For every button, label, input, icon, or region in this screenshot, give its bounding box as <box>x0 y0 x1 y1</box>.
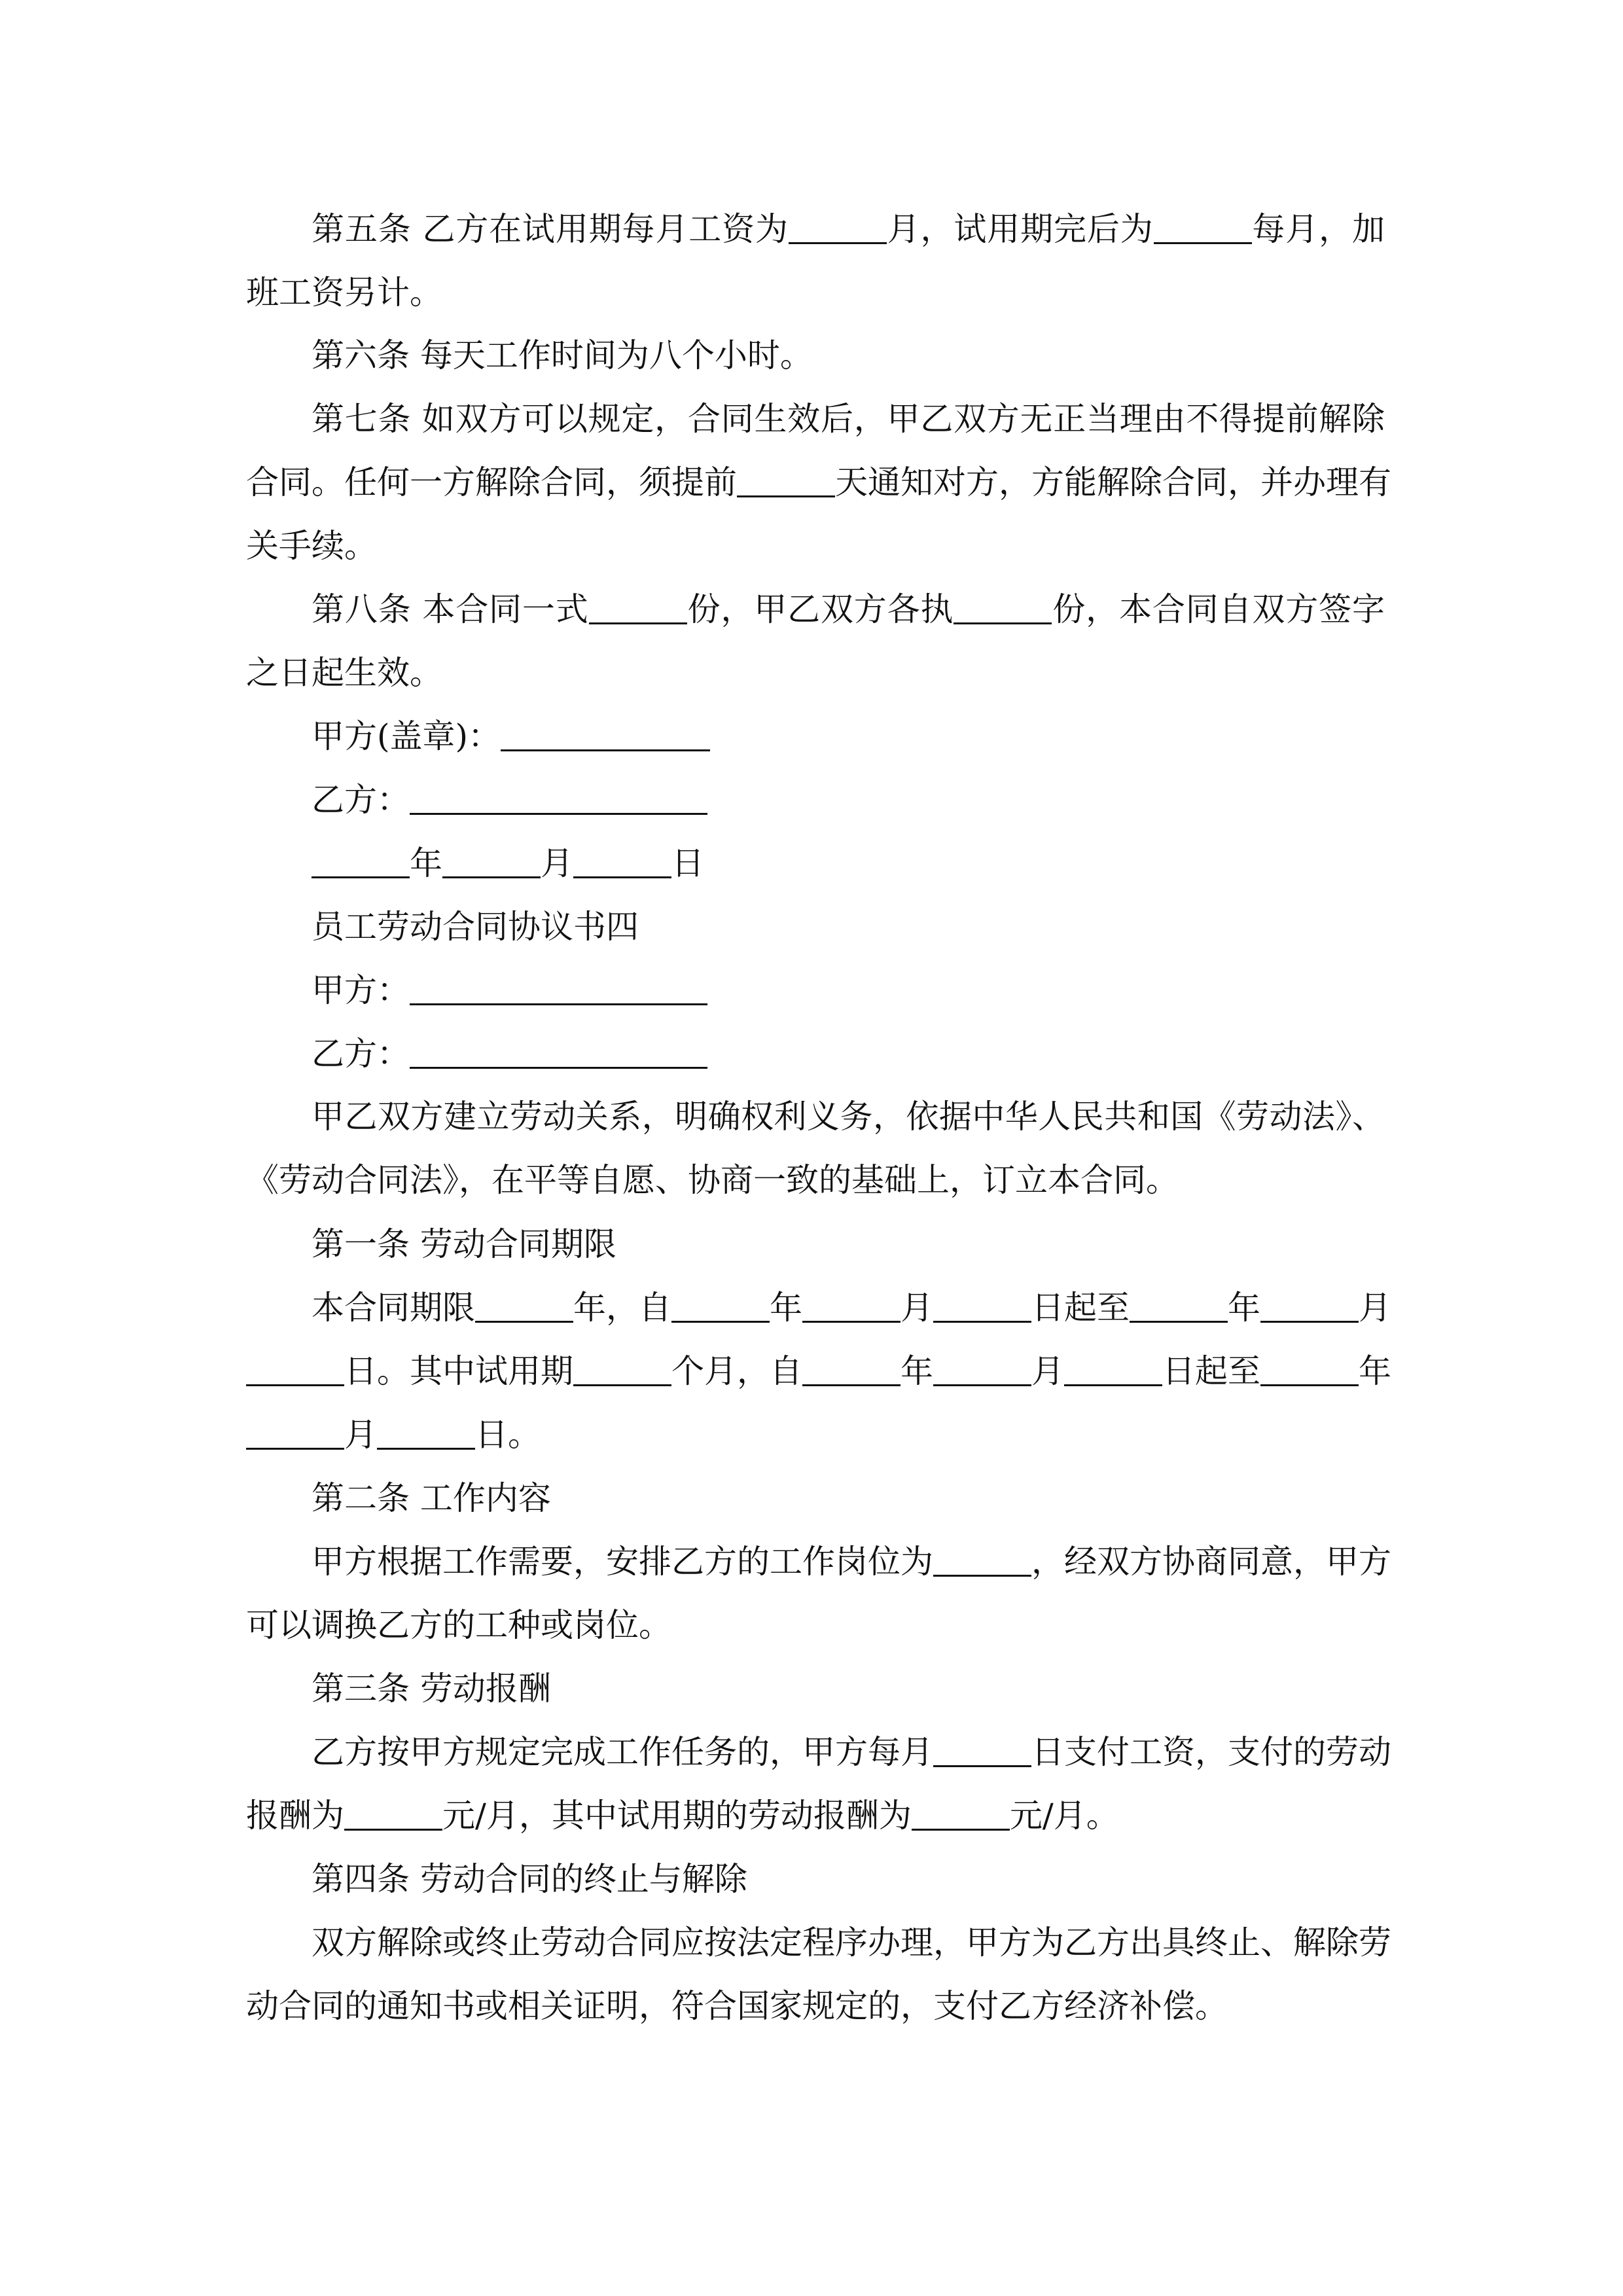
article-3-line-2: 报酬为 元/月，其中试用期的劳动报酬为 元/月。 <box>246 1786 1385 1845</box>
sign-date-line: 年 月 日 <box>312 834 1385 893</box>
blank-field <box>573 842 671 878</box>
party-b-line: 乙方： <box>312 1024 1385 1083</box>
blank-field <box>912 1795 1010 1831</box>
article-1-line-1: 本合同期限 年，自 年 月 日起至 年 月 <box>312 1278 1385 1337</box>
blank-field <box>589 588 687 624</box>
blank-field <box>344 1795 442 1831</box>
section-title: 员工劳动合同协议书四 <box>312 908 639 946</box>
article-4-line-2: 动合同的通知书或相关证明，符合国家规定的，支付乙方经济补偿。 <box>246 1987 1228 2025</box>
article-7-line-3: 关手续。 <box>246 527 377 565</box>
blank-field <box>573 1350 671 1386</box>
article-7-line-2: 合同。任何一方解除合同，须提前 天通知对方，方能解除合同，并办理有 <box>246 453 1385 512</box>
article-1-line-2: 日。其中试用期 个月，自 年 月 日起至 年 <box>246 1342 1385 1401</box>
blank-field <box>933 1541 1031 1577</box>
article-8-line-1: 第八条 本合同一式 份，甲乙双方各执 份，本合同自双方签字 <box>312 580 1385 639</box>
blank-field <box>671 1287 770 1323</box>
blank-field <box>933 1350 1031 1386</box>
blank-field <box>933 1731 1031 1767</box>
blank-field <box>1130 1287 1228 1323</box>
article-8-line-2: 之日起生效。 <box>246 654 442 692</box>
blank-field <box>246 1414 344 1450</box>
blank-field <box>442 842 541 878</box>
blank-field <box>789 208 887 244</box>
signature-blank <box>410 779 707 815</box>
signature-blank <box>501 715 710 751</box>
article-1-heading: 第一条 劳动合同期限 <box>312 1225 616 1263</box>
blank-field <box>475 1287 573 1323</box>
blank-field <box>933 1287 1031 1323</box>
article-2-line-2: 可以调换乙方的工种或岗位。 <box>246 1606 671 1644</box>
party-a-seal-line: 甲方(盖章)： <box>312 707 1385 766</box>
article-2-line-1: 甲方根据工作需要，安排乙方的工作岗位为 ，经双方协商同意，甲方 <box>312 1532 1385 1591</box>
party-b-sign-line: 乙方： <box>312 770 1385 829</box>
blank-field <box>954 588 1052 624</box>
preamble-line-2: 《劳动合同法》，在平等自愿、协商一致的基础上，订立本合同。 <box>246 1161 1179 1199</box>
party-blank <box>410 1033 707 1069</box>
blank-field <box>246 1350 344 1386</box>
blank-field <box>737 461 835 497</box>
article-3-heading: 第三条 劳动报酬 <box>312 1670 551 1708</box>
party-a-line: 甲方： <box>312 961 1385 1020</box>
blank-field <box>1064 1350 1162 1386</box>
article-7-line-1: 第七条 如双方可以规定，合同生效后，甲乙双方无正当理由不得提前解除 <box>312 400 1385 438</box>
article-1-line-3: 月 日。 <box>246 1405 1385 1464</box>
blank-field <box>802 1287 901 1323</box>
article-6: 第六条 每天工作时间为八个小时。 <box>312 336 813 374</box>
article-3-line-1: 乙方按甲方规定完成工作任务的，甲方每月 日支付工资，支付的劳动 <box>312 1723 1385 1782</box>
blank-field <box>802 1350 901 1386</box>
blank-field <box>377 1414 475 1450</box>
article-5-line-2: 班工资另计。 <box>246 274 442 312</box>
article-4-heading: 第四条 劳动合同的终止与解除 <box>312 1860 747 1898</box>
article-2-heading: 第二条 工作内容 <box>312 1479 551 1517</box>
article-4-line-1: 双方解除或终止劳动合同应按法定程序办理，甲方为乙方出具终止、解除劳 <box>312 1924 1391 1962</box>
blank-field <box>1260 1350 1359 1386</box>
preamble-line-1: 甲乙双方建立劳动关系，明确权利义务，依据中华人民共和国《劳动法》、 <box>312 1098 1385 1136</box>
article-5-line-1: 第五条 乙方在试用期每月工资为 月，试用期完后为 每月，加 <box>312 200 1385 259</box>
blank-field <box>312 842 410 878</box>
blank-field <box>1260 1287 1359 1323</box>
blank-field <box>1154 208 1252 244</box>
party-blank <box>410 969 707 1005</box>
